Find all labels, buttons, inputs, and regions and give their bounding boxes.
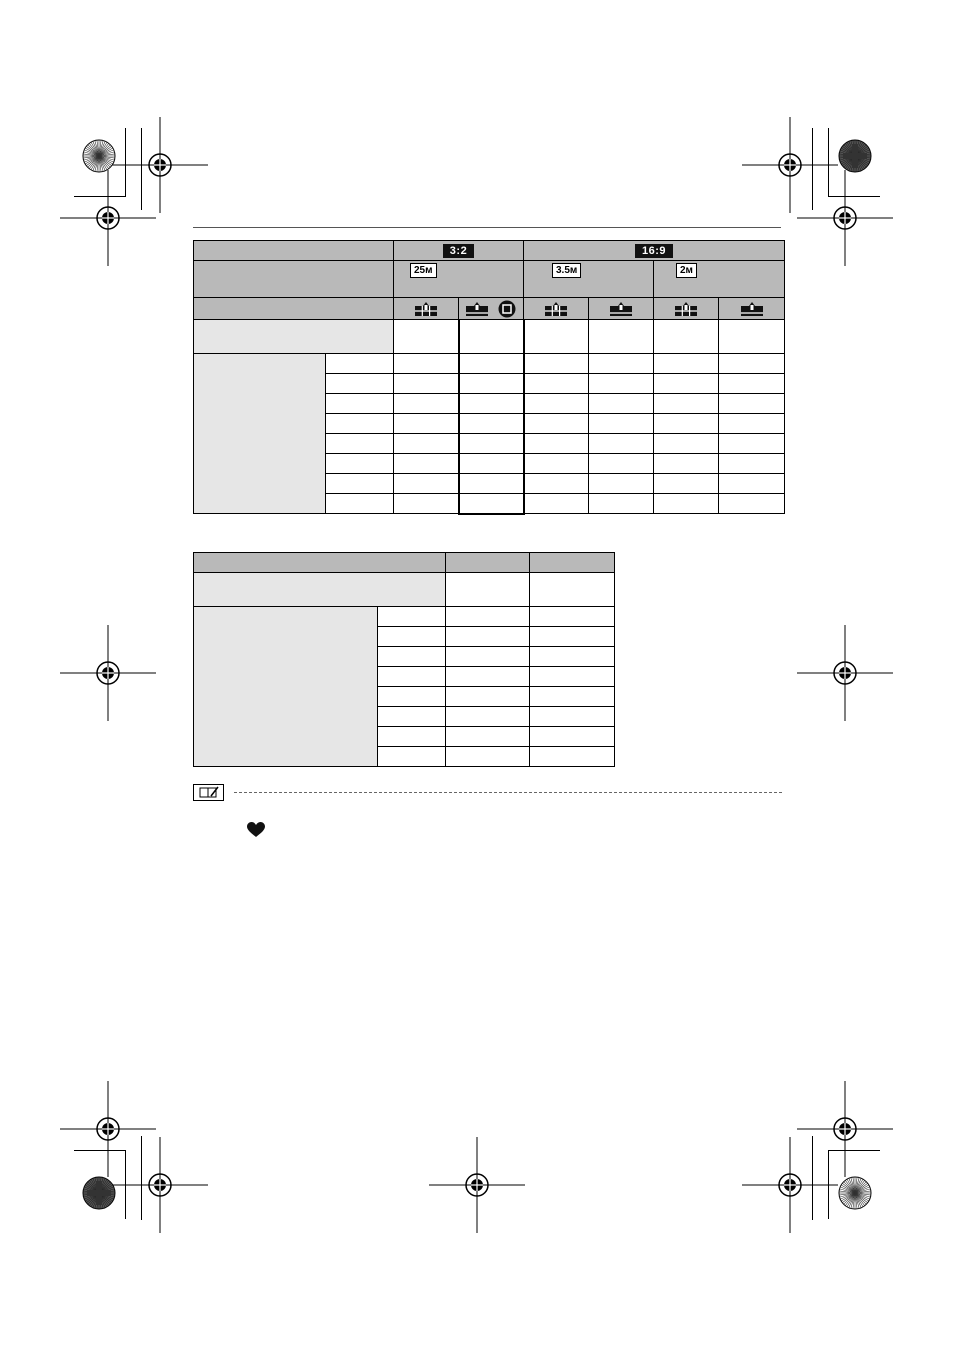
- dashed-separator: [234, 792, 782, 793]
- cell: [446, 687, 530, 707]
- cell: [459, 494, 524, 514]
- cell: [446, 647, 530, 667]
- cell: [654, 414, 719, 434]
- cell: [524, 414, 589, 434]
- cell: [394, 434, 459, 454]
- registration-mark-icon: [60, 625, 156, 721]
- quality-cell-3: [524, 298, 589, 320]
- row-sub-label: [378, 707, 446, 727]
- second-table: [193, 552, 615, 767]
- row-sub-label: [326, 454, 394, 474]
- cell: [459, 474, 524, 494]
- t2-header-col-2: [530, 553, 615, 573]
- cell: [530, 627, 615, 647]
- cell: [459, 394, 524, 414]
- header-aspect-16-9: [524, 241, 785, 261]
- cell: [530, 707, 615, 727]
- row-group-label: [194, 607, 378, 767]
- cell: [654, 320, 719, 354]
- cell: [530, 573, 615, 607]
- row-label-file-size: [194, 320, 394, 354]
- row-sub-label: [378, 627, 446, 647]
- crop-line: [828, 1150, 880, 1151]
- picture-size-table: [193, 240, 785, 515]
- crop-line: [828, 1150, 829, 1219]
- table-row: [194, 607, 615, 627]
- cell: [394, 454, 459, 474]
- table-row: [194, 354, 785, 374]
- heart-icon: [247, 822, 265, 838]
- registration-mark-icon: [797, 625, 893, 721]
- size-25m-icon: 25м: [410, 263, 437, 278]
- cell: [459, 354, 524, 374]
- row-sub-label: [326, 354, 394, 374]
- cell: [446, 667, 530, 687]
- cell: [524, 494, 589, 514]
- note-book-icon: [194, 785, 223, 800]
- cell: [589, 474, 654, 494]
- row-sub-label: [378, 727, 446, 747]
- cell: [654, 434, 719, 454]
- t2-header-col-1: [446, 553, 530, 573]
- color-wheel-icon: [82, 139, 116, 173]
- row-sub-label: [378, 647, 446, 667]
- quality-standard-icon: [610, 302, 632, 316]
- cell: [589, 374, 654, 394]
- crop-line: [141, 1136, 142, 1220]
- cell: [446, 707, 530, 727]
- crop-line: [141, 128, 142, 210]
- cell: [459, 320, 524, 354]
- t2-header-label: [194, 553, 446, 573]
- color-wheel-icon: [838, 1176, 872, 1210]
- cell: [719, 454, 785, 474]
- quality-standard-icon: [466, 302, 488, 316]
- cell: [530, 687, 615, 707]
- cell: [530, 647, 615, 667]
- crop-line: [812, 128, 813, 210]
- note-icon: [193, 784, 224, 801]
- crop-line: [74, 1150, 126, 1151]
- row-sub-label: [326, 374, 394, 394]
- cell: [530, 727, 615, 747]
- cell: [524, 454, 589, 474]
- cell: [394, 394, 459, 414]
- cell: [719, 320, 785, 354]
- header-label-aspect: [194, 241, 394, 261]
- cell: [530, 747, 615, 767]
- cell: [719, 434, 785, 454]
- cell: [589, 494, 654, 514]
- header-aspect-3-2: [394, 241, 524, 261]
- row-group-label: [194, 354, 326, 514]
- cell: [446, 747, 530, 767]
- quality-cell-2: [459, 298, 524, 320]
- cell: [459, 454, 524, 474]
- raw-icon: [498, 300, 516, 318]
- cell: [719, 354, 785, 374]
- cell: [654, 454, 719, 474]
- quality-cell-4: [589, 298, 654, 320]
- crop-line: [125, 1150, 126, 1219]
- cell: [394, 354, 459, 374]
- cell: [654, 394, 719, 414]
- cell: [459, 434, 524, 454]
- cell: [589, 320, 654, 354]
- quality-standard-icon: [741, 302, 763, 316]
- cell: [446, 627, 530, 647]
- cell: [654, 474, 719, 494]
- cell: [394, 374, 459, 394]
- cell: [719, 394, 785, 414]
- crop-line: [125, 128, 126, 197]
- cell: [394, 474, 459, 494]
- cell: [446, 607, 530, 627]
- crop-line: [74, 196, 126, 197]
- cell: [589, 354, 654, 374]
- cell: [589, 434, 654, 454]
- header-label-size: [194, 261, 394, 298]
- registration-mark-icon: [429, 1137, 525, 1233]
- header-label-quality: [194, 298, 394, 320]
- aspect-16-9-badge: 16:9: [635, 244, 673, 258]
- quality-fine-icon: [545, 302, 567, 316]
- registration-mark-icon: [742, 1137, 838, 1233]
- cell: [394, 320, 459, 354]
- crop-line: [828, 128, 829, 197]
- cell: [524, 394, 589, 414]
- cell: [446, 573, 530, 607]
- cell: [446, 727, 530, 747]
- cell: [524, 374, 589, 394]
- cell: [459, 414, 524, 434]
- quality-cell-1: [394, 298, 459, 320]
- cell: [524, 354, 589, 374]
- cell: [719, 414, 785, 434]
- table2-body: [194, 607, 615, 767]
- row-sub-label: [326, 434, 394, 454]
- row-sub-label: [326, 494, 394, 514]
- row-sub-label: [326, 474, 394, 494]
- cell: [394, 494, 459, 514]
- quality-fine-icon: [415, 302, 437, 316]
- registration-mark-icon: [112, 1137, 208, 1233]
- crop-line: [828, 196, 880, 197]
- row-sub-label: [378, 687, 446, 707]
- row-sub-label: [378, 747, 446, 767]
- cell: [719, 374, 785, 394]
- crop-line: [812, 1136, 813, 1220]
- header-size-25m: [394, 261, 524, 298]
- header-size-35m: [524, 261, 654, 298]
- cell: [459, 374, 524, 394]
- row-sub-label: [378, 607, 446, 627]
- cell: [524, 320, 589, 354]
- header-size-2m: [654, 261, 785, 298]
- cell: [524, 474, 589, 494]
- quality-fine-icon: [675, 302, 697, 316]
- size-2m-icon: 2м: [676, 263, 697, 278]
- table1-body: [194, 354, 785, 514]
- top-rule: [193, 227, 781, 228]
- row-sub-label: [378, 667, 446, 687]
- color-wheel-icon: [82, 1176, 116, 1210]
- cell: [719, 474, 785, 494]
- cell: [654, 494, 719, 514]
- quality-cell-6: [719, 298, 785, 320]
- cell: [589, 394, 654, 414]
- cell: [530, 667, 615, 687]
- size-35m-icon: 3.5м: [552, 263, 581, 278]
- cell: [589, 414, 654, 434]
- quality-cell-5: [654, 298, 719, 320]
- row-sub-label: [326, 394, 394, 414]
- color-wheel-icon: [838, 139, 872, 173]
- t2-row-label-file-size: [194, 573, 446, 607]
- cell: [530, 607, 615, 627]
- cell: [654, 374, 719, 394]
- cell: [524, 434, 589, 454]
- aspect-3-2-badge: 3:2: [443, 244, 474, 258]
- row-sub-label: [326, 414, 394, 434]
- cell: [394, 414, 459, 434]
- cell: [719, 494, 785, 514]
- cell: [654, 354, 719, 374]
- cell: [589, 454, 654, 474]
